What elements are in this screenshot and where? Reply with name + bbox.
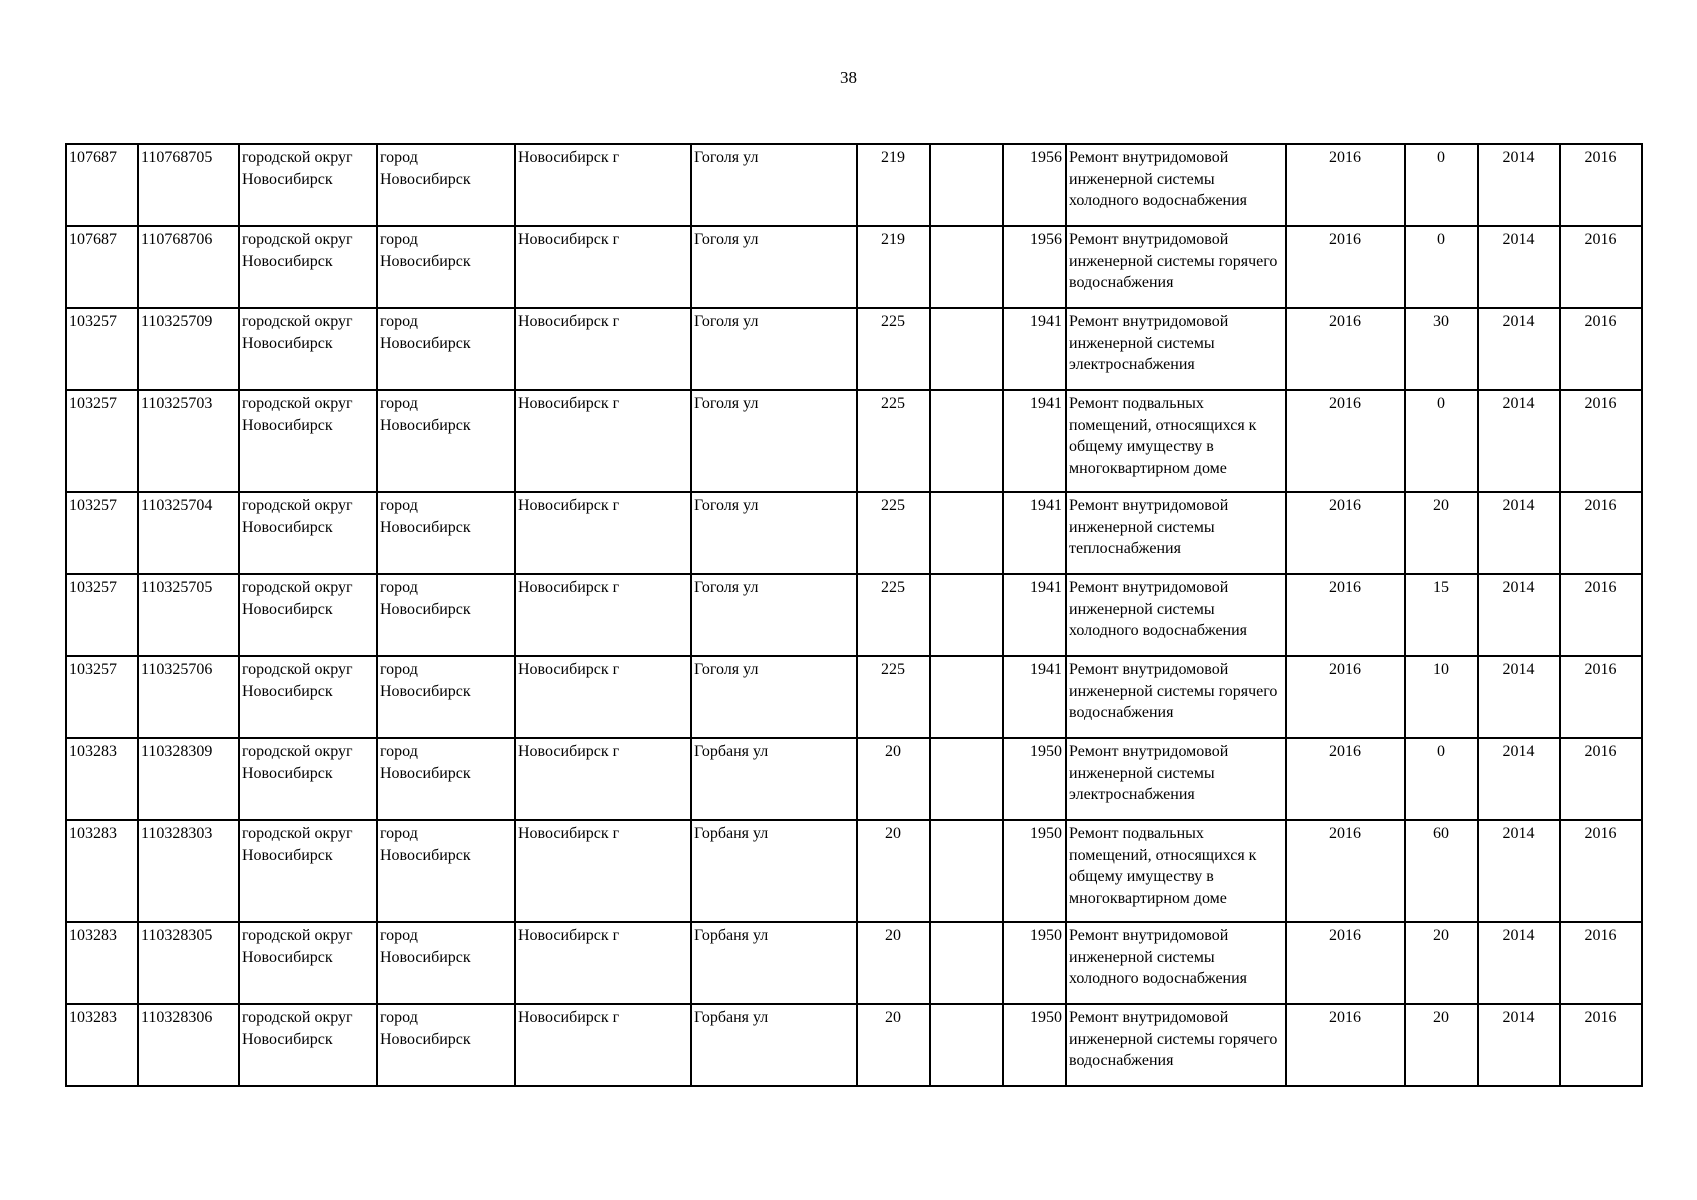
house-number-cell: 225 (857, 492, 930, 574)
year-built-cell: 1950 (1003, 1004, 1066, 1086)
building-cell (930, 738, 1003, 820)
building-cell (930, 144, 1003, 226)
work-code-cell: 110328306 (138, 1004, 239, 1086)
year-built-cell: 1950 (1003, 922, 1066, 1004)
period-start-cell: 2014 (1478, 492, 1560, 574)
street-cell: Гоголя ул (691, 226, 857, 308)
work-type-cell: Ремонт подвальных помещений, относящихся к общему имуществу в многоквартирном доме (1066, 820, 1286, 922)
work-code-cell: 110325703 (138, 390, 239, 492)
table-row (66, 656, 1642, 738)
district-cell: городской округ Новосибирск (239, 144, 377, 226)
year-built-cell: 1941 (1003, 492, 1066, 574)
plan-year-cell: 2016 (1286, 738, 1405, 820)
house-id-cell: 103257 (66, 390, 138, 492)
table-row (66, 144, 1642, 226)
wear-cell: 0 (1405, 144, 1478, 226)
house-number-cell: 225 (857, 390, 930, 492)
district-cell: городской округ Новосибирск (239, 922, 377, 1004)
house-number-cell: 219 (857, 226, 930, 308)
street-cell: Горбаня ул (691, 922, 857, 1004)
period-end-cell: 2016 (1560, 226, 1642, 308)
table-row (66, 738, 1642, 820)
year-built-cell: 1956 (1003, 226, 1066, 308)
house-id-cell: 103257 (66, 492, 138, 574)
period-start-cell: 2014 (1478, 1004, 1560, 1086)
house-id-cell: 103257 (66, 656, 138, 738)
city-cell: Новосибирск г (515, 922, 691, 1004)
wear-cell: 20 (1405, 492, 1478, 574)
table-row (66, 492, 1642, 574)
settlement-cell: город Новосибирск (377, 226, 515, 308)
table-row (66, 226, 1642, 308)
work-type-cell: Ремонт внутридомовой инженерной системы горячего водоснабжения (1066, 656, 1286, 738)
period-end-cell: 2016 (1560, 1004, 1642, 1086)
work-type-cell: Ремонт внутридомовой инженерной системы теплоснабжения (1066, 492, 1286, 574)
period-end-cell: 2016 (1560, 144, 1642, 226)
settlement-cell: город Новосибирск (377, 390, 515, 492)
wear-cell: 60 (1405, 820, 1478, 922)
plan-year-cell: 2016 (1286, 226, 1405, 308)
district-cell: городской округ Новосибирск (239, 574, 377, 656)
year-built-cell: 1941 (1003, 308, 1066, 390)
settlement-cell: город Новосибирск (377, 308, 515, 390)
period-start-cell: 2014 (1478, 144, 1560, 226)
table-row (66, 390, 1642, 492)
table-row (66, 308, 1642, 390)
wear-cell: 20 (1405, 1004, 1478, 1086)
district-cell: городской округ Новосибирск (239, 738, 377, 820)
city-cell: Новосибирск г (515, 574, 691, 656)
table-row (66, 922, 1642, 1004)
table-row (66, 1004, 1642, 1086)
settlement-cell: город Новосибирск (377, 738, 515, 820)
period-start-cell: 2014 (1478, 574, 1560, 656)
city-cell: Новосибирск г (515, 390, 691, 492)
house-number-cell: 219 (857, 144, 930, 226)
street-cell: Гоголя ул (691, 492, 857, 574)
house-number-cell: 20 (857, 1004, 930, 1086)
work-type-cell: Ремонт внутридомовой инженерной системы горячего водоснабжения (1066, 226, 1286, 308)
plan-year-cell: 2016 (1286, 390, 1405, 492)
work-type-cell: Ремонт внутридомовой инженерной системы холодного водоснабжения (1066, 922, 1286, 1004)
district-cell: городской округ Новосибирск (239, 226, 377, 308)
work-code-cell: 110325705 (138, 574, 239, 656)
period-end-cell: 2016 (1560, 738, 1642, 820)
plan-year-cell: 2016 (1286, 1004, 1405, 1086)
building-cell (930, 656, 1003, 738)
city-cell: Новосибирск г (515, 656, 691, 738)
period-start-cell: 2014 (1478, 922, 1560, 1004)
house-id-cell: 103283 (66, 1004, 138, 1086)
page-number: 38 (840, 68, 857, 87)
settlement-cell: город Новосибирск (377, 922, 515, 1004)
settlement-cell: город Новосибирск (377, 1004, 515, 1086)
year-built-cell: 1950 (1003, 820, 1066, 922)
year-built-cell: 1941 (1003, 656, 1066, 738)
street-cell: Гоголя ул (691, 390, 857, 492)
work-code-cell: 110768706 (138, 226, 239, 308)
work-type-cell: Ремонт внутридомовой инженерной системы электроснабжения (1066, 308, 1286, 390)
building-cell (930, 922, 1003, 1004)
district-cell: городской округ Новосибирск (239, 390, 377, 492)
period-start-cell: 2014 (1478, 656, 1560, 738)
street-cell: Горбаня ул (691, 820, 857, 922)
house-number-cell: 225 (857, 656, 930, 738)
work-code-cell: 110328303 (138, 820, 239, 922)
house-id-cell: 103283 (66, 922, 138, 1004)
period-start-cell: 2014 (1478, 308, 1560, 390)
year-built-cell: 1956 (1003, 144, 1066, 226)
city-cell: Новосибирск г (515, 738, 691, 820)
plan-year-cell: 2016 (1286, 308, 1405, 390)
house-id-cell: 103257 (66, 574, 138, 656)
city-cell: Новосибирск г (515, 492, 691, 574)
period-start-cell: 2014 (1478, 820, 1560, 922)
period-end-cell: 2016 (1560, 922, 1642, 1004)
building-cell (930, 820, 1003, 922)
period-end-cell: 2016 (1560, 656, 1642, 738)
year-built-cell: 1941 (1003, 390, 1066, 492)
period-end-cell: 2016 (1560, 574, 1642, 656)
house-id-cell: 107687 (66, 144, 138, 226)
work-code-cell: 110325706 (138, 656, 239, 738)
work-type-cell: Ремонт внутридомовой инженерной системы горячего водоснабжения (1066, 1004, 1286, 1086)
building-cell (930, 574, 1003, 656)
house-id-cell: 103283 (66, 738, 138, 820)
building-cell (930, 492, 1003, 574)
district-cell: городской округ Новосибирск (239, 1004, 377, 1086)
period-start-cell: 2014 (1478, 390, 1560, 492)
wear-cell: 15 (1405, 574, 1478, 656)
settlement-cell: город Новосибирск (377, 492, 515, 574)
district-cell: городской округ Новосибирск (239, 492, 377, 574)
work-type-cell: Ремонт подвальных помещений, относящихся к общему имуществу в многоквартирном доме (1066, 390, 1286, 492)
city-cell: Новосибирск г (515, 820, 691, 922)
city-cell: Новосибирск г (515, 144, 691, 226)
street-cell: Гоголя ул (691, 574, 857, 656)
period-start-cell: 2014 (1478, 226, 1560, 308)
house-id-cell: 107687 (66, 226, 138, 308)
wear-cell: 0 (1405, 390, 1478, 492)
house-number-cell: 225 (857, 308, 930, 390)
house-number-cell: 225 (857, 574, 930, 656)
settlement-cell: город Новосибирск (377, 144, 515, 226)
settlement-cell: город Новосибирск (377, 820, 515, 922)
period-end-cell: 2016 (1560, 390, 1642, 492)
district-cell: городской округ Новосибирск (239, 820, 377, 922)
street-cell: Горбаня ул (691, 1004, 857, 1086)
street-cell: Горбаня ул (691, 738, 857, 820)
house-number-cell: 20 (857, 922, 930, 1004)
work-type-cell: Ремонт внутридомовой инженерной системы холодного водоснабжения (1066, 574, 1286, 656)
plan-year-cell: 2016 (1286, 922, 1405, 1004)
plan-year-cell: 2016 (1286, 820, 1405, 922)
city-cell: Новосибирск г (515, 308, 691, 390)
wear-cell: 0 (1405, 226, 1478, 308)
plan-year-cell: 2016 (1286, 492, 1405, 574)
period-end-cell: 2016 (1560, 492, 1642, 574)
street-cell: Гоголя ул (691, 308, 857, 390)
house-number-cell: 20 (857, 820, 930, 922)
city-cell: Новосибирск г (515, 1004, 691, 1086)
wear-cell: 10 (1405, 656, 1478, 738)
work-code-cell: 110325709 (138, 308, 239, 390)
district-cell: городской округ Новосибирск (239, 656, 377, 738)
period-start-cell: 2014 (1478, 738, 1560, 820)
period-end-cell: 2016 (1560, 820, 1642, 922)
street-cell: Гоголя ул (691, 656, 857, 738)
table-row (66, 820, 1642, 922)
building-cell (930, 226, 1003, 308)
settlement-cell: город Новосибирск (377, 574, 515, 656)
wear-cell: 0 (1405, 738, 1478, 820)
district-cell: городской округ Новосибирск (239, 308, 377, 390)
house-id-cell: 103283 (66, 820, 138, 922)
building-cell (930, 390, 1003, 492)
wear-cell: 30 (1405, 308, 1478, 390)
work-code-cell: 110325704 (138, 492, 239, 574)
house-number-cell: 20 (857, 738, 930, 820)
plan-year-cell: 2016 (1286, 656, 1405, 738)
plan-year-cell: 2016 (1286, 574, 1405, 656)
work-type-cell: Ремонт внутридомовой инженерной системы холодного водоснабжения (1066, 144, 1286, 226)
work-code-cell: 110768705 (138, 144, 239, 226)
table-row (66, 574, 1642, 656)
repair-program-table (65, 143, 1643, 1087)
building-cell (930, 308, 1003, 390)
year-built-cell: 1941 (1003, 574, 1066, 656)
work-type-cell: Ремонт внутридомовой инженерной системы электроснабжения (1066, 738, 1286, 820)
work-code-cell: 110328305 (138, 922, 239, 1004)
settlement-cell: город Новосибирск (377, 656, 515, 738)
building-cell (930, 1004, 1003, 1086)
street-cell: Гоголя ул (691, 144, 857, 226)
house-id-cell: 103257 (66, 308, 138, 390)
wear-cell: 20 (1405, 922, 1478, 1004)
plan-year-cell: 2016 (1286, 144, 1405, 226)
work-code-cell: 110328309 (138, 738, 239, 820)
year-built-cell: 1950 (1003, 738, 1066, 820)
city-cell: Новосибирск г (515, 226, 691, 308)
period-end-cell: 2016 (1560, 308, 1642, 390)
